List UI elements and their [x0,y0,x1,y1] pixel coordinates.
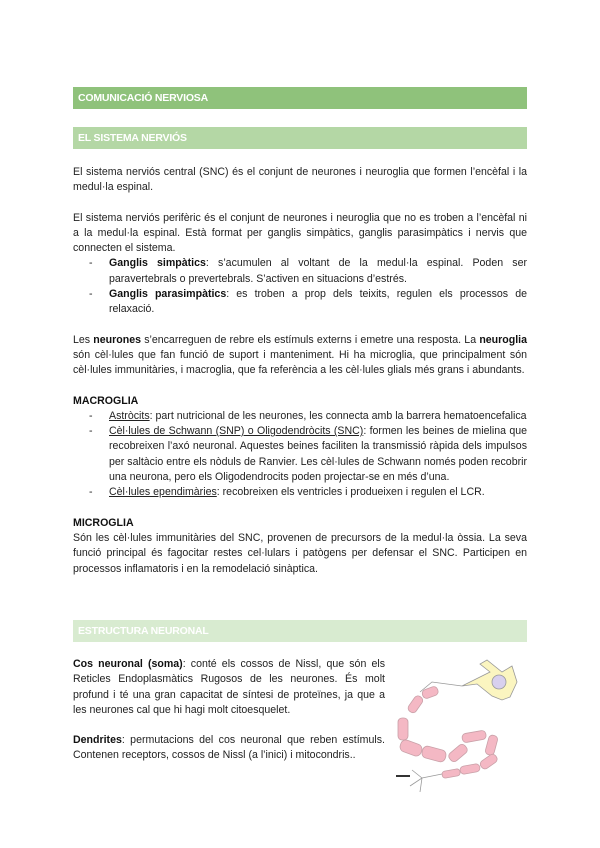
text: Les [73,333,94,346]
heading-sistema-nervios: EL SISTEMA NERVIÓS [73,127,527,149]
term: Ganglis simpàtics [109,257,206,270]
list-item [73,287,527,318]
term: Dendrites [73,734,122,747]
neuron-diagram [392,652,527,802]
definition: : recobreixen els ventricles i produeixen i regulen el LCR. [216,486,485,499]
paragraph-snp: El sistema nerviós perifèric és el conjunt de neurones i neuroglia que no es troben a l’encèfal ni a la medul·la espinal. Està format per ganglis simpàtics, ganglis parasimpàtics i nervis que connecten el sistema. [73,211,527,255]
paragraph-soma [73,657,385,718]
list-item [73,485,527,500]
definition: : formen les beines de mielina que recobreixen l’axó neuronal. Aquestes beines faciliten la transmissió ràpida dels impulsos per saltàcio entre els nòduls de Ranvier. Les cèl·lules de Schwann només poden recobrir una neurona, pero els Oligodendrocits poden projectar-se en més d’una. [109,425,528,484]
list-item [73,256,527,287]
text: són cèl·lules que fan funció de suport i manteniment. Hi ha microglia, que principalment són cèl·lules immunitàries, i macroglia, que fa referència a les cèl·lules glials més grans i abundants. [73,348,527,377]
ganglis-list [73,256,527,317]
section-sistema-nervios [73,165,527,577]
paragraph-microglia: Són les cèl·lules immunitàries del SNC, provenen de precursors de la medul·la òssia. La seva funció principal és fagocitar restes cel·lulars i patògens per defensar el SNC. Participen en processos inflamatoris i en la remodelació sinàptica. [73,531,527,575]
paragraph-snc: El sistema nerviós central (SNC) és el conjunt de neurones i neuroglia que formen l’encèfal i la medul·la espinal. [73,166,527,194]
term: neuroglia [479,333,527,346]
definition: : s’acumulen al voltant de la medul·la espinal. Poden ser paravertebrals o prevertebrals. S’activen en situacions d’estrés. [109,257,527,285]
paragraph-neurones [73,333,527,379]
heading-comunicacio-nerviosa: COMUNICACIÓ NERVIOSA [73,87,527,109]
definition: : part nutricional de les neurones, les connecta amb la barrera hematoencefalica [149,409,527,422]
term: Cèl·lules ependimàries [109,486,217,499]
macroglia-list [73,409,527,501]
subheading-macroglia: MACROGLIA [73,394,139,407]
paragraph-dendrites [73,733,385,764]
list-item [73,424,527,485]
definition: : permutacions del cos neuronal que reben estímuls. Contenen receptors, cossos de Nissl (a l’inici) i mitocondris.. [73,734,385,762]
definition: : conté els cossos de Nissl, que són els Reticles Endoplasmàtics Rugosos de les neurones. És molt profund i té una gran capacitat de síntesi de proteïnes, ja que a les neurones cal que hi hagi molt citoesquelet. [73,658,385,716]
term: Astròcits [109,409,150,422]
text: s’encarreguen de rebre els estímuls externs i emetre una resposta. La [140,333,480,346]
heading-estructura-neuronal: ESTRUCTURA NEURONAL [73,620,527,642]
subheading-microglia: MICROGLIA [73,516,134,529]
definition: : es troben a prop dels teixits, regulen els processos de relaxació. [109,288,527,316]
section-estructura [73,657,385,764]
term: Cèl·lules de Schwann (SNP) o Oligodendròcits (SNC) [109,425,364,438]
term: neurones [93,333,141,346]
term: Ganglis parasimpàtics [109,288,227,301]
term: Cos neuronal (soma) [73,658,183,670]
list-item [73,409,527,424]
